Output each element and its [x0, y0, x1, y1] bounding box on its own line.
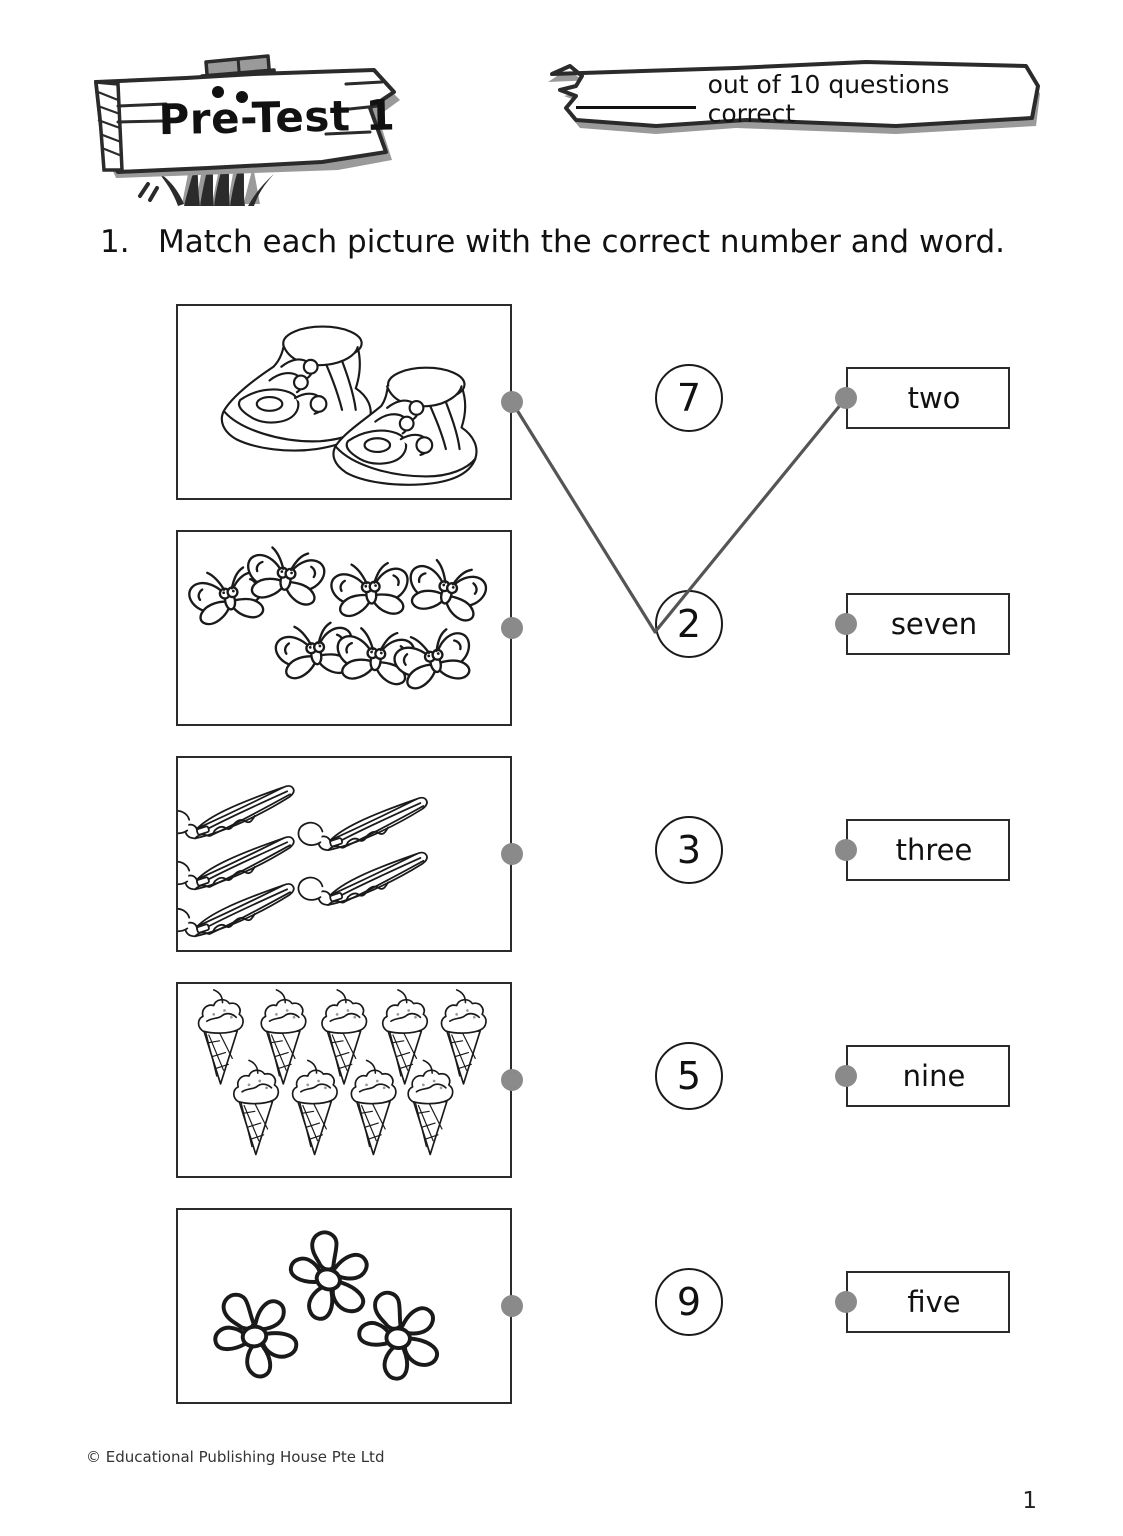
page-number: 1 [1022, 1488, 1037, 1514]
ice-creams-illustration [178, 984, 510, 1176]
word-box-nine[interactable]: nine [846, 1045, 1010, 1107]
picture-box-umbrellas[interactable] [176, 756, 512, 952]
word-box-two[interactable]: two [846, 367, 1010, 429]
word-connector-dot-three[interactable] [835, 839, 857, 861]
picture-connector-dot-butterflies[interactable] [501, 617, 523, 639]
picture-connector-dot-flowers[interactable] [501, 1295, 523, 1317]
picture-box-ice-creams[interactable] [176, 982, 512, 1178]
word-connector-dot-seven[interactable] [835, 613, 857, 635]
instruction-text: Match each picture with the correct number and word. [158, 224, 1006, 260]
word-box-seven[interactable]: seven [846, 593, 1010, 655]
picture-connector-dot-shoes[interactable] [501, 391, 523, 413]
number-circle-9[interactable]: 9 [655, 1268, 723, 1336]
page-title: Pre-Test 1 [158, 89, 396, 144]
word-connector-dot-five[interactable] [835, 1291, 857, 1313]
number-circle-2[interactable]: 2 [655, 590, 723, 658]
page-footer [0, 1448, 1123, 1518]
instruction-number: 1. [100, 224, 130, 260]
word-box-three[interactable]: three [846, 819, 1010, 881]
picture-box-flowers[interactable] [176, 1208, 512, 1404]
score-banner-label: out of 10 questions correct [707, 70, 950, 128]
picture-connector-dot-umbrellas[interactable] [501, 843, 523, 865]
word-box-five[interactable]: five [846, 1271, 1010, 1333]
umbrellas-illustration [178, 758, 510, 950]
picture-connector-dot-ice-creams[interactable] [501, 1069, 523, 1091]
number-circle-3[interactable]: 3 [655, 816, 723, 884]
picture-box-butterflies[interactable] [176, 530, 512, 726]
number-circle-7[interactable]: 7 [655, 364, 723, 432]
shoes-illustration [178, 306, 510, 498]
flowers-illustration [178, 1210, 510, 1402]
word-connector-dot-nine[interactable] [835, 1065, 857, 1087]
copyright-notice: © Educational Publishing House Pte Ltd [86, 1448, 385, 1466]
butterflies-illustration [178, 532, 510, 724]
number-circle-5[interactable]: 5 [655, 1042, 723, 1110]
picture-box-shoes[interactable] [176, 304, 512, 500]
word-connector-dot-two[interactable] [835, 387, 857, 409]
